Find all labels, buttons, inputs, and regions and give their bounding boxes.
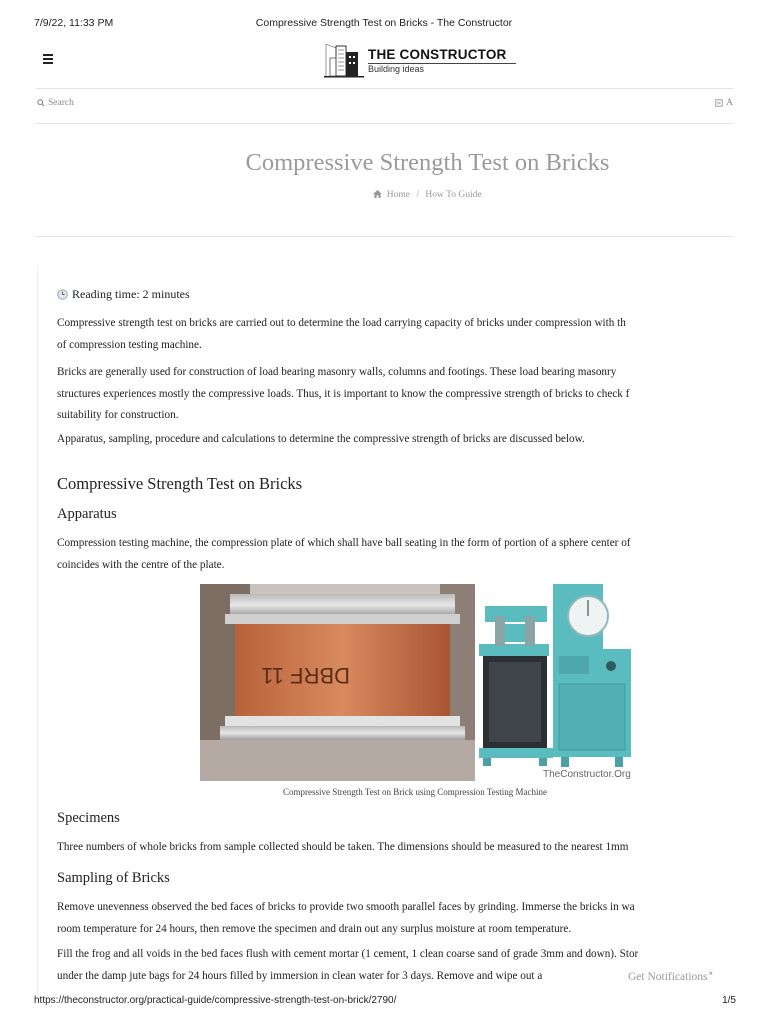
site-logo[interactable] <box>322 42 522 82</box>
paragraph-line: Apparatus, sampling, procedure and calculations to determine the compressive strength of bricks are discussed below. <box>57 433 585 445</box>
breadcrumb <box>0 190 768 200</box>
paragraph-line: Fill the frog and all voids in the bed faces flush with cement mortar (1 cement, 1 clean coarse sand of grade 3mm and down). Stor <box>57 948 639 960</box>
get-notifications-label: Get Notifications <box>628 971 708 983</box>
search-icon <box>37 99 45 107</box>
account-button[interactable] <box>715 98 733 108</box>
print-header <box>0 17 768 31</box>
header-divider <box>36 88 733 89</box>
section-heading-apparatus: Apparatus <box>57 506 117 522</box>
paragraph-line: structures experiences mostly the compressive loads. Thus, it is important to know the compressive strength of bricks to check f <box>57 387 630 400</box>
print-title: Compressive Strength Test on Bricks - The Constructor <box>255 17 513 29</box>
building-logo-icon <box>322 42 366 80</box>
paragraph-line: Three numbers of whole bricks from sample collected should be taken. The dimensions should be measured to the nearest 1mm <box>57 841 629 853</box>
breadcrumb-separator: / <box>416 190 420 200</box>
print-footer <box>0 995 768 1009</box>
page-title: Compressive Strength Test on Bricks <box>245 149 610 176</box>
print-url: https://theconstructor.org/practical-guide/compressive-strength-test-on-brick/2790/ <box>34 995 397 1006</box>
content-border <box>37 266 38 996</box>
paragraph-line: coincides with the centre of the plate. <box>57 558 225 571</box>
get-notifications-button[interactable] <box>628 969 713 983</box>
document-icon <box>715 99 723 107</box>
title-divider <box>36 236 733 237</box>
section-heading-sampling: Sampling of Bricks <box>57 870 170 886</box>
paragraph-line: Bricks are generally used for construction of load bearing masonry walls, columns and footings. These load bearing masonry <box>57 366 617 378</box>
sampling-paragraph <box>57 897 737 940</box>
paragraph-line: Compressive strength test on bricks are carried out to determine the load carrying capacity of bricks under compression with th <box>57 317 626 329</box>
brick-under-compression-image <box>200 584 475 781</box>
site-tagline: Building ideas <box>368 64 425 74</box>
section-heading-specimens: Specimens <box>57 810 120 826</box>
clock-icon <box>57 289 68 300</box>
paragraph-line: under the damp jute bags for 24 hours filled by immersion in clean water for 3 days. Remove and wipe out a <box>57 969 543 982</box>
print-datetime: 7/9/22, 11:33 PM <box>34 17 114 29</box>
search-label: Search <box>48 98 74 108</box>
brick-marking-text: DBRF 11 <box>261 663 350 688</box>
home-icon <box>373 190 382 198</box>
reading-time-text: Reading time: 2 minutes <box>72 287 190 301</box>
article-figure <box>200 584 631 781</box>
bricks-usage-paragraph <box>57 362 737 427</box>
site-header <box>0 40 768 84</box>
paragraph-line: suitability for construction. <box>57 409 179 421</box>
search-button[interactable] <box>37 98 74 108</box>
account-label: A <box>726 98 733 108</box>
paragraph-line: Remove unevenness observed the bed faces of bricks to provide two smooth parallel faces by grinding. Immerse the bricks in wa <box>57 901 635 913</box>
figure-caption: Compressive Strength Test on Brick using Compression Testing Machine <box>283 787 547 797</box>
breadcrumb-how-to-guide[interactable]: How To Guide <box>425 190 482 200</box>
hamburger-icon[interactable] <box>43 54 53 64</box>
compression-testing-machine-image <box>475 584 631 781</box>
intro-paragraph <box>57 313 737 356</box>
apparatus-paragraph <box>57 533 737 576</box>
paragraph-line: Compression testing machine, the compression plate of which shall have ball seating in the form of portion of a sphere center of <box>57 537 631 549</box>
overview-paragraph <box>57 429 737 451</box>
print-page-number: 1/5 <box>722 995 736 1006</box>
paragraph-line: of compression testing machine. <box>57 338 202 351</box>
breadcrumb-home[interactable]: Home <box>386 190 411 200</box>
paragraph-line: room temperature for 24 hours, then remove the specimen and drain out any surplus moisture at room temperature. <box>57 922 572 935</box>
search-divider <box>36 123 733 124</box>
search-bar <box>37 98 733 112</box>
close-icon[interactable]: × <box>708 969 714 978</box>
site-brand-name: THE CONSTRUCTOR <box>368 47 507 62</box>
specimens-paragraph <box>57 837 737 859</box>
figure-watermark: TheConstructor.Org <box>543 769 631 780</box>
section-heading-main: Compressive Strength Test on Bricks <box>57 474 303 493</box>
reading-time <box>57 287 190 302</box>
